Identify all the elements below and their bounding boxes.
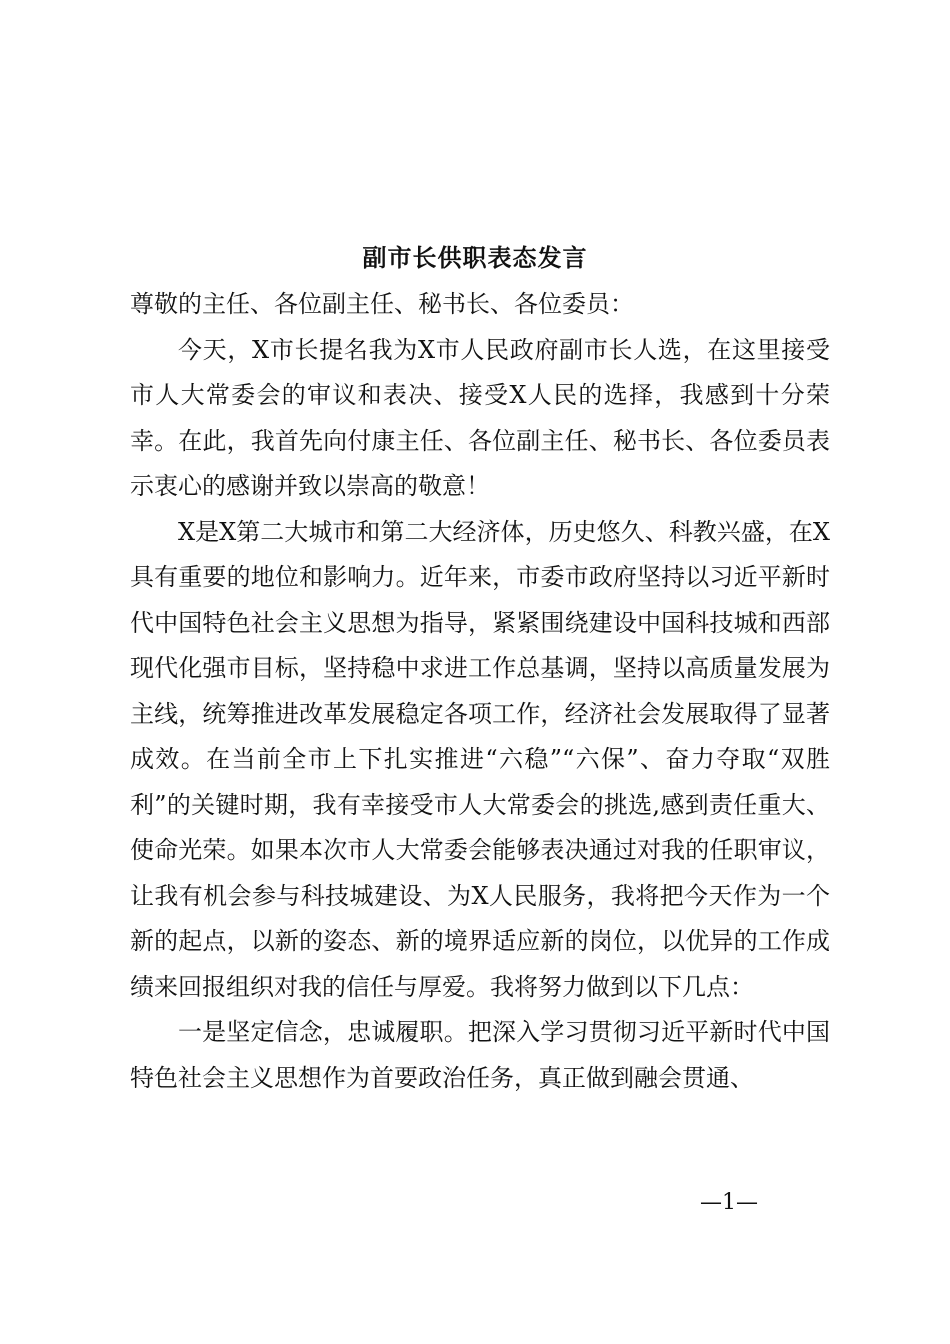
- page-number: —1—: [700, 1190, 758, 1215]
- document-title: 副市长供职表态发言: [362, 243, 588, 272]
- salutation: 尊敬的主任、各位副主任、秘书长、各位委员：: [130, 290, 634, 318]
- paragraph-2: X是X第二大城市和第二大经济体，历史悠久、科教兴盛，在X具有重要的地位和影响力。近年来，市委市政府坚持以习近平新时代中国特色社会主义思想为指导，紧紧围绕建设中国科技城和西部现代化强市目标，坚持稳中求进工作总基调，坚持以高质量发展为主线，统筹推进改革发展稳定各项工作，经济社会发展取得了显著成效。在当前全市上下扎实推进“六稳”“六保”、奋力夺取“双胜利”的关键时期，我有幸接受市人大常委会的挑选,感到责任重大、使命光荣。如果本次市人大常委会能够表决通过对我的任职审议，让我有机会参与科技城建设、为X人民服务，我将把今天作为一个新的起点，以新的姿态、新的境界适应新的岗位，以优异的工作成绩来回报组织对我的信任与厚爱。我将努力做到以下几点：: [130, 517, 830, 1001]
- paragraph-3: 一是坚定信念，忠诚履职。把深入学习贯彻习近平新时代中国特色社会主义思想作为首要政治任务，真正做到融会贯通、: [130, 1018, 830, 1092]
- paragraph-1: 今天，X市长提名我为X市人民政府副市长人选，在这里接受市人大常委会的审议和表决、接受X人民的选择，我感到十分荣幸。在此，我首先向付康主任、各位副主任、秘书长、各位委员表示衷心的感谢并致以崇高的敬意！: [130, 335, 830, 500]
- document-body: [130, 282, 830, 1101]
